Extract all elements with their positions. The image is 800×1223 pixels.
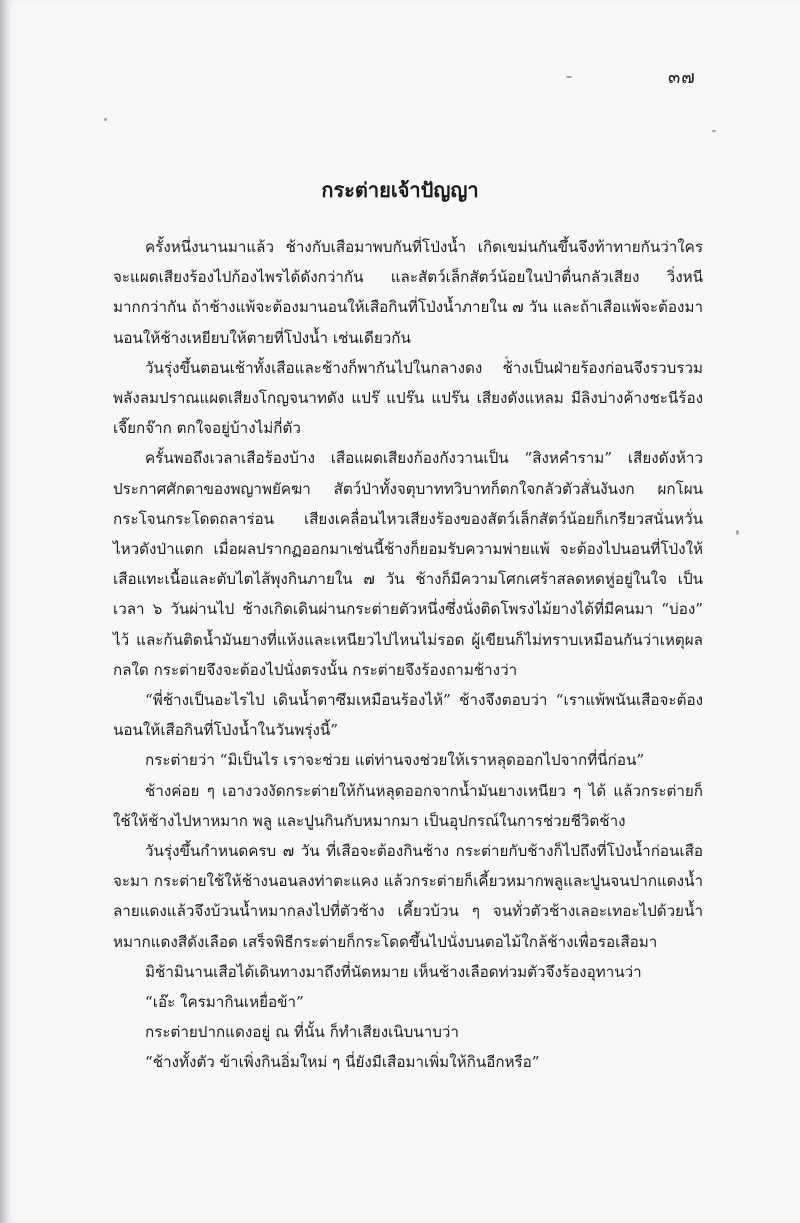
scan-speck [712, 130, 716, 132]
paragraph: กระต่ายปากแดงอยู่ ณ ที่นั้น ก็ทำเสียงเนิบนาบว่า [145, 1023, 459, 1042]
paragraph: มิช้ามินานเสือได้เดินทางมาถึงที่นัดหมาย เห็นช้างเลือดท่วมตัวจึงร้องอุทานว่า [145, 962, 642, 981]
paragraph: “พี่ช้างเป็นอะไรไป เดินน้ำตาซึมเหมือนร้องไห้” ช้างจึงตอบว่า “เราแพ้พนันเสือจะต้องนอนให้เสือกินที่โป่งน้ำในวันพรุ่งนี้” [113, 691, 703, 740]
paragraph: ช้างค่อย ๆ เอางวงงัดกระต่ายให้ก้นหลุดออกจากน้ำมันยางเหนียว ๆ ได้ แล้วกระต่ายก็ใช้ให้ช้างไปหาหมาก พลู และปูนกินกับหมากมา เป็นอุปกรณ์ในการช่วยชีวิตช้าง [113, 781, 703, 830]
scan-speck [505, 356, 508, 359]
story-title: กระต่ายเจ้าปัญญา [321, 178, 479, 202]
paragraph: ครั้นพอถึงเวลาเสือร้องบ้าง เสือแผดเสียงก้องกังวานเป็น “สิงหคำราม” เสียงดังห้าวประกาศศักดาของพญาพยัคฆา สัตว์ป่าทั้งจตุบาททวิบาทก็ตกใจกลัวตัวสั่นงันงก ผกโผนกระโจนกระโดดถลาร่อน เสียงเคลื่อนไหวเสียงร้องของสัตว์เล็กสัตว์น้อยก็เกรียวสนั่นหวั่นไหวดังป่าแตก เมื่อผลปรากฏออกมาเช่นนี้ช้างก็ยอมรับความพ่ายแพ้ จะต้องไปนอนที่โป่งให้เสือแทะเนื้อและตับไตไส้พุงกินภายใน ๗ วัน ช้างก็มีความโศกเศร้าสลดหดหู่อยู่ในใจ เป็นเวลา ๖ วันผ่านไป ช้างเกิดเดินผ่านกระต่ายตัวหนึ่งซึ่งนั่งติดโพรงไม้ยางได้ที่มีคนมา “บ่อง” ไว้ และก้นติดน้ำมันยางที่แห้งและเหนียวไปไหนไม่รอด ผู้เขียนก็ไม่ทราบเหมือนกันว่าเหตุผลกลใด กระต่ายจึงจะต้องไปนั่งตรงนั้น กระต่ายจึงร้องถามช้างว่า [113, 449, 703, 679]
scan-speck [736, 530, 739, 535]
paragraph: “ช้างทั้งตัว ข้าเพิ่งกินอิ่มใหม่ ๆ นี่ยังมีเสือมาเพิ่มให้กินอีกหรือ” [145, 1053, 540, 1072]
page-number: ๓๗ [668, 67, 696, 88]
story-body [113, 232, 703, 1078]
paragraph: ครั้งหนึ่งนานมาแล้ว ช้างกับเสือมาพบกันที่โป่งน้ำ เกิดเขม่นกันขึ้นจึงท้าทายกันว่าใครจะแผดเสียงร้องไปก้องไพรได้ดังกว่ากัน และสัตว์เล็กสัตว์น้อยในป่าตื่นกลัวเสียง วิ่งหนีมากกว่ากัน ถ้าช้างแพ้จะต้องมานอนให้เสือกินที่โป่งน้ำภายใน ๗ วัน และถ้าเสือแพ้จะต้องมานอนให้ช้างเหยียบให้ตายที่โป่งน้ำ เช่นเดียวกัน [113, 238, 703, 347]
scan-speck [566, 76, 572, 78]
paragraph: วันรุ่งขึ้นตอนเช้าทั้งเสือและช้างก็พากันไปในกลางดง ช้างเป็นฝ่ายร้องก่อนจึงรวบรวมพลังลมปราณแผดเสียงโกญจนาทดัง แปร๊ แปร๊น แปร๊น เสียงดังแหลม มีลิงบ่างค้างชะนีร้องเจี๊ยกจ๊าก ตกใจอยู่บ้างไม่กี่ตัว [113, 358, 703, 438]
paragraph: วันรุ่งขึ้นกำหนดครบ ๗ วัน ที่เสือจะต้องกินช้าง กระต่ายกับช้างก็ไปถึงที่โป่งน้ำก่อนเสือจะมา กระต่ายใช้ให้ช้างนอนลงท่าตะแคง แล้วกระต่ายก็เคี้ยวหมากพลูและปูนจนปากแดงน้ำลายแดงแล้วจึงบ้วนน้ำหมากลงไปที่ตัวช้าง เคี้ยวบ้วน ๆ จนทั่วตัวช้างเลอะเทอะไปด้วยน้ำหมากแดงสีดังเลือด เสร็จพิธีกระต่ายก็กระโดดขึ้นไปนั่งบนตอไม้ใกล้ช้างเพื่อรอเสือมา [113, 842, 703, 951]
scan-speck [104, 118, 107, 121]
paragraph: กระต่ายว่า “มิเป็นไร เราจะช่วย แต่ท่านจงช่วยให้เราหลุดออกไปจากที่นี่ก่อน” [145, 751, 645, 770]
paragraph: “เอ๊ะ ใครมากินเหยื่อข้า” [145, 993, 304, 1012]
